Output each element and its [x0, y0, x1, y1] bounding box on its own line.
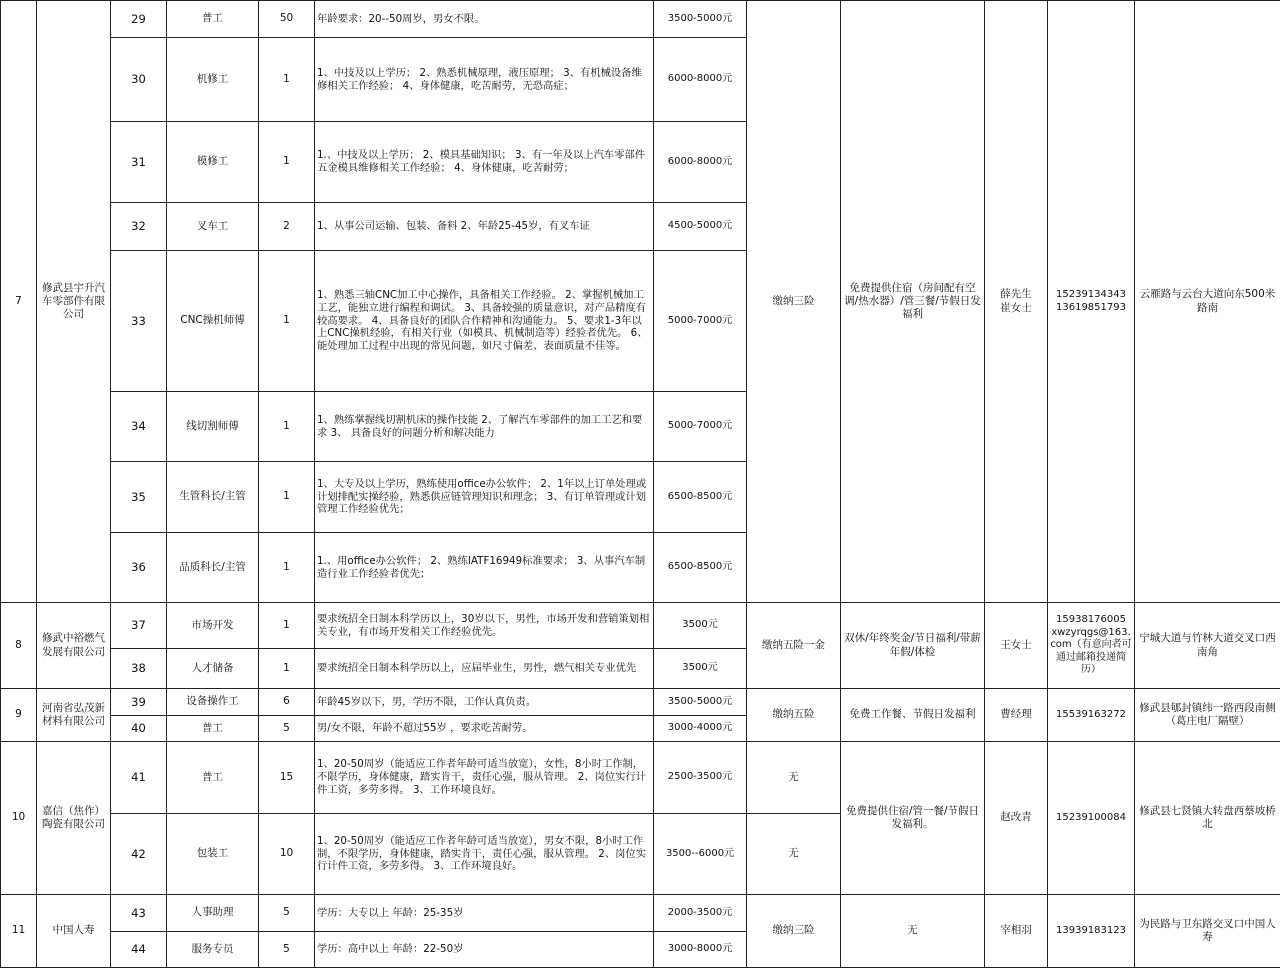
job-count: 2: [259, 203, 315, 251]
benefits: 免费提供住宿（房间配有空调/热水器）/管三餐/节假日发福利: [841, 1, 985, 603]
contact-phone: 15239134343 13619851793: [1048, 1, 1135, 603]
job-count: 1: [259, 533, 315, 603]
job-salary: 6500-8500元: [654, 533, 747, 603]
job-title: 市场开发: [167, 603, 259, 649]
job-salary: 6500-8500元: [654, 462, 747, 533]
job-title: 机修工: [167, 38, 259, 122]
company-no: 11: [1, 895, 37, 968]
job-title: 普工: [167, 716, 259, 742]
job-id: 42: [111, 814, 167, 895]
job-title: 人事助理: [167, 895, 259, 932]
contact-person: 薛先生 崔女士: [985, 1, 1048, 603]
company-address: 宁城大道与竹林大道交叉口西南角: [1135, 603, 1280, 689]
company-no: 10: [1, 742, 37, 895]
contact-person: 赵改青: [985, 742, 1048, 895]
table-row: [1, 603, 1280, 649]
job-id: 44: [111, 932, 167, 968]
job-count: 10: [259, 814, 315, 895]
company-name: 中国人寿: [37, 895, 111, 968]
company-name: 嘉信（焦作）陶瓷有限公司: [37, 742, 111, 895]
job-requirements: 1、熟练掌握线切割机床的操作技能 2、了解汽车零部件的加工工艺和要求 3、 具备良好的问题分析和解决能力: [315, 392, 654, 462]
table-row: [1, 689, 1280, 716]
job-title: 普工: [167, 1, 259, 38]
job-requirements: 年龄45岁以下，男，学历不限，工作认真负责。: [315, 689, 654, 716]
job-count: 1: [259, 392, 315, 462]
contact-phone: 15239100084: [1048, 742, 1135, 895]
job-count: 5: [259, 932, 315, 968]
job-id: 31: [111, 122, 167, 203]
contact-person: 王女士: [985, 603, 1048, 689]
job-requirements: 要求统招全日制本科学历以上，30岁以下，男性，市场开发和营销策划相关专业，有市场开发相关工作经验优先。: [315, 603, 654, 649]
job-requirements: 年龄要求：20--50周岁，男女不限。: [315, 1, 654, 38]
insurance: 缴纳五险一金: [747, 603, 841, 689]
job-id: 40: [111, 716, 167, 742]
job-salary: 3500-5000元: [654, 689, 747, 716]
job-id: 34: [111, 392, 167, 462]
insurance: 缴纳三险: [747, 1, 841, 603]
job-count: 1: [259, 251, 315, 392]
company-address: 为民路与卫东路交叉口中国人寿: [1135, 895, 1280, 968]
job-id: 30: [111, 38, 167, 122]
job-salary: 3000-4000元: [654, 716, 747, 742]
job-salary: 3000-8000元: [654, 932, 747, 968]
job-count: 1: [259, 649, 315, 689]
benefits: 无: [841, 895, 985, 968]
job-id: 36: [111, 533, 167, 603]
job-salary: 3500--6000元: [654, 814, 747, 895]
job-requirements: 1、20-50周岁（能适应工作者年龄可适当放宽），男女不限，8小时工作制，不限学历，身体健康，踏实肯干，责任心强，服从管理。 2、岗位实行计件工资，多劳多得。 3、工作环境良好。: [315, 814, 654, 895]
company-name: 修武中裕燃气发展有限公司: [37, 603, 111, 689]
contact-phone: 15539163272: [1048, 689, 1135, 742]
company-name: 修武县宇升汽车零部件有限公司: [37, 1, 111, 603]
table-row: [1, 1, 1280, 38]
company-address: 修武县七贤镇大转盘西蔡坡桥北: [1135, 742, 1280, 895]
job-title: 叉车工: [167, 203, 259, 251]
contact-person: 宰相羽: [985, 895, 1048, 968]
job-title: 服务专员: [167, 932, 259, 968]
job-requirements: 学历：高中以上 年龄：22-50岁: [315, 932, 654, 968]
company-address: 修武县郇封镇纬一路西段南侧 （葛庄电厂隔壁）: [1135, 689, 1280, 742]
benefits: 免费提供住宿/管一餐/节假日发福利。: [841, 742, 985, 895]
job-requirements: 1、大专及以上学历，熟练使用office办公软件； 2、1年以上订单处理或计划排配实操经验，熟悉供应链管理知识和理念； 3、有订单管理或计划管理工作经验优先；: [315, 462, 654, 533]
job-salary: 2500-3500元: [654, 742, 747, 814]
job-salary: 5000-7000元: [654, 251, 747, 392]
job-requirements: 1.、中技及以上学历； 2、模具基础知识； 3、有一年及以上汽车零部件五金模具维修相关工作经验； 4、身体健康，吃苦耐劳；: [315, 122, 654, 203]
job-id: 32: [111, 203, 167, 251]
job-salary: 6000-8000元: [654, 38, 747, 122]
job-salary: 3500-5000元: [654, 1, 747, 38]
job-title: 设备操作工: [167, 689, 259, 716]
table-row: [1, 742, 1280, 814]
job-salary: 5000-7000元: [654, 392, 747, 462]
job-id: 35: [111, 462, 167, 533]
job-count: 5: [259, 716, 315, 742]
job-requirements: 1、中技及以上学历； 2、熟悉机械原理，液压原理； 3、有机械设备维修相关工作经验； 4、身体健康，吃苦耐劳，无恐高症；: [315, 38, 654, 122]
contact-phone: 15938176005 xwzyrqgs@163.com（有意向者可通过邮箱投递简历）: [1048, 603, 1135, 689]
job-title: CNC操机师傅: [167, 251, 259, 392]
job-salary: 2000-3500元: [654, 895, 747, 932]
job-title: 生管科长/主管: [167, 462, 259, 533]
job-salary: 6000-8000元: [654, 122, 747, 203]
job-title: 普工: [167, 742, 259, 814]
job-count: 1: [259, 462, 315, 533]
job-title: 人才储备: [167, 649, 259, 689]
job-id: 38: [111, 649, 167, 689]
job-requirements: 1、从事公司运输、包装、备料 2、年龄25-45岁，有叉车证: [315, 203, 654, 251]
job-count: 50: [259, 1, 315, 38]
job-title: 品质科长/主管: [167, 533, 259, 603]
company-no: 8: [1, 603, 37, 689]
insurance: 缴纳五险: [747, 689, 841, 742]
job-count: 6: [259, 689, 315, 716]
job-salary: 4500-5000元: [654, 203, 747, 251]
contact-person: 曹经理: [985, 689, 1048, 742]
benefits: 双休/年终奖金/节日福利/带薪年假/体检: [841, 603, 985, 689]
company-no: 7: [1, 1, 37, 603]
benefits: 免费工作餐、节假日发福利: [841, 689, 985, 742]
job-id: 29: [111, 1, 167, 38]
company-address: 云雁路与云台大道向东500米路南: [1135, 1, 1280, 603]
job-salary: 3500元: [654, 603, 747, 649]
job-requirements: 要求统招全日制本科学历以上，应届毕业生，男性，燃气相关专业优先: [315, 649, 654, 689]
job-id: 33: [111, 251, 167, 392]
insurance: 无: [747, 742, 841, 814]
job-count: 5: [259, 895, 315, 932]
job-count: 1: [259, 38, 315, 122]
job-requirements: 1、熟悉三轴CNC加工中心操作，具备相关工作经验。 2、掌握机械加工工艺，能独立进行编程和调试。 3、具备较强的质量意识，对产品精度有较高要求。 4、具备良好的团队合作精神和沟通能力。 5、要求1-3年以上CNC操机经验，有相关行业（如模具、机械制造等）经验者优先。 6、能处理加工过程中出现的常见问题，如尺寸偏差、表面质量不佳等。: [315, 251, 654, 392]
contact-phone: 13939183123: [1048, 895, 1135, 968]
company-name: 河南省弘茂新材料有限公司: [37, 689, 111, 742]
job-count: 1: [259, 603, 315, 649]
job-requirements: 1.、用office办公软件； 2、熟练IATF16949标准要求； 3、从事汽车制造行业工作经验者优先；: [315, 533, 654, 603]
job-title: 模修工: [167, 122, 259, 203]
job-requirements: 学历：大专以上 年龄：25-35岁: [315, 895, 654, 932]
insurance: 无: [747, 814, 841, 895]
insurance: 缴纳三险: [747, 895, 841, 968]
job-salary: 3500元: [654, 649, 747, 689]
company-no: 9: [1, 689, 37, 742]
table-row: [1, 895, 1280, 932]
job-id: 43: [111, 895, 167, 932]
job-title: 线切割师傅: [167, 392, 259, 462]
job-id: 41: [111, 742, 167, 814]
job-requirements: 男/女不限，年龄不超过55岁 ，要求吃苦耐劳。: [315, 716, 654, 742]
job-id: 37: [111, 603, 167, 649]
job-title: 包装工: [167, 814, 259, 895]
job-requirements: 1、20-50周岁（能适应工作者年龄可适当放宽），女性，8小时工作制，不限学历，身体健康，踏实肯干，责任心强，服从管理。 2、岗位实行计件工资，多劳多得。 3、工作环境良好。: [315, 742, 654, 814]
job-id: 39: [111, 689, 167, 716]
job-count: 1: [259, 122, 315, 203]
job-count: 15: [259, 742, 315, 814]
